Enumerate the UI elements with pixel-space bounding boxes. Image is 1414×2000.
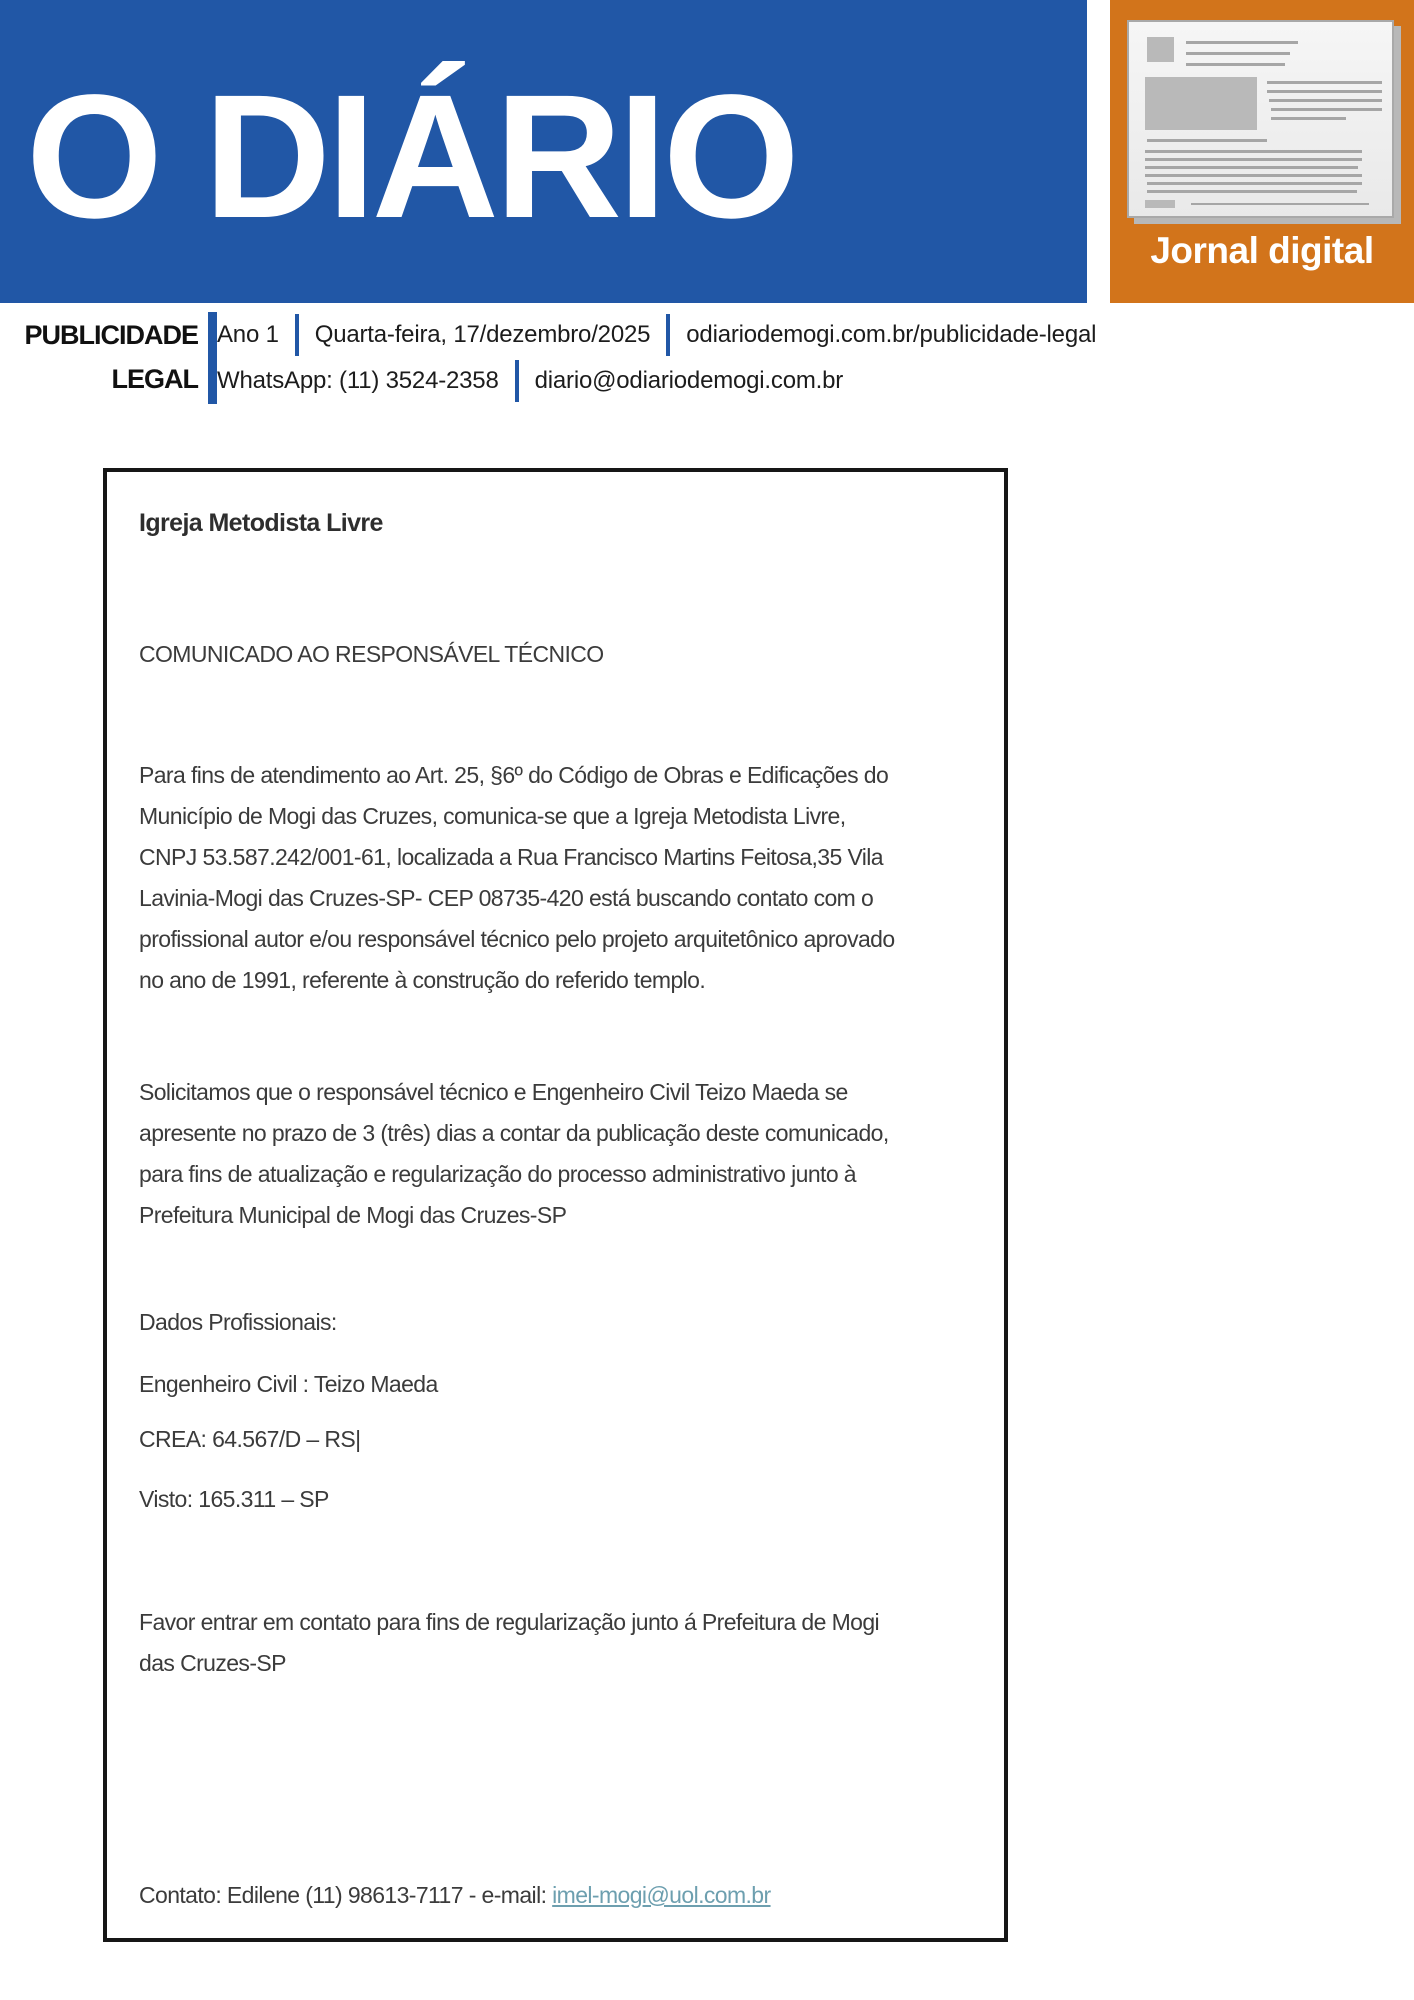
newspaper-icon [1127,20,1394,218]
contact-email-header: diario@odiariodemogi.com.br [534,367,844,394]
notice-paragraph-1 [139,755,895,1001]
date-label: Quarta-feira, 17/dezembro/2025 [314,321,651,348]
notice-line: Solicitamos que o responsável técnico e Engenheiro Civil Teizo Maeda se [139,1079,848,1105]
notice-subject: COMUNICADO AO RESPONSÁVEL TÉCNICO [139,641,604,667]
notice-line: Prefeitura Municipal de Mogi das Cruzes-SP [139,1202,567,1228]
section-title [10,310,198,408]
badge-label: Jornal digital [1150,230,1374,271]
meta-separator [515,360,519,402]
newspaper-title: O DIÁRIO [26,58,796,255]
notice-line: das Cruzes-SP [139,1650,286,1676]
site-url: odiariodemogi.com.br/publicidade-legal [686,321,1097,348]
title-divider-bar [208,312,217,404]
notice-line: apresente no prazo de 3 (três) dias a contar da publicação deste comunicado, [139,1120,889,1146]
professional-name: Engenheiro Civil : Teizo Maeda [139,1371,438,1397]
notice-line: para fins de atualização e regularização do processo administrativo junto à [139,1161,856,1187]
section-header [10,310,1096,408]
meta-row-2 [217,358,1096,404]
crea-number: CREA: 64.567/D – RS| [139,1426,361,1452]
visto-number: Visto: 165.311 – SP [139,1486,329,1512]
section-title-line2: LEGAL [111,364,198,394]
whatsapp-label: WhatsApp: (11) 3524-2358 [217,367,499,394]
meta-separator [666,314,670,356]
notice-line: profissional autor e/ou responsável técnico pelo projeto arquitetônico aprovado [139,926,895,952]
notice-line: CNPJ 53.587.242/001-61, localizada a Rua Francisco Martins Feitosa,35 Vila [139,844,883,870]
notice-line: Favor entrar em contato para fins de regularização junto á Prefeitura de Mogi [139,1609,880,1635]
section-meta [217,310,1096,408]
notice-line: Para fins de atendimento ao Art. 25, §6º do Código de Obras e Edificações do [139,762,889,788]
legal-notice-document [103,468,1008,1942]
meta-separator [295,314,299,356]
contact-text: Contato: Edilene (11) 98613-7117 - e-mail: [139,1882,553,1908]
digital-badge [1110,0,1414,303]
notice-closing [139,1602,879,1684]
notice-line: Lavinia-Mogi das Cruzes-SP- CEP 08735-420 está buscando contato com o [139,885,874,911]
section-title-line1: PUBLICIDADE [24,320,198,350]
notice-paragraph-2 [139,1072,889,1236]
edition-label: Ano 1 [217,321,279,348]
meta-row-1 [217,312,1096,358]
contact-email-link[interactable]: imel-mogi@uol.com.br [552,1882,771,1908]
masthead-banner [0,0,1087,303]
notice-org-heading: Igreja Metodista Livre [139,509,383,537]
notice-line: Município de Mogi das Cruzes, comunica-se que a Igreja Metodista Livre, [139,803,846,829]
contact-line [139,1882,771,1909]
dados-profissionais-label: Dados Profissionais: [139,1309,337,1335]
notice-line: no ano de 1991, referente à construção do referido templo. [139,967,706,993]
